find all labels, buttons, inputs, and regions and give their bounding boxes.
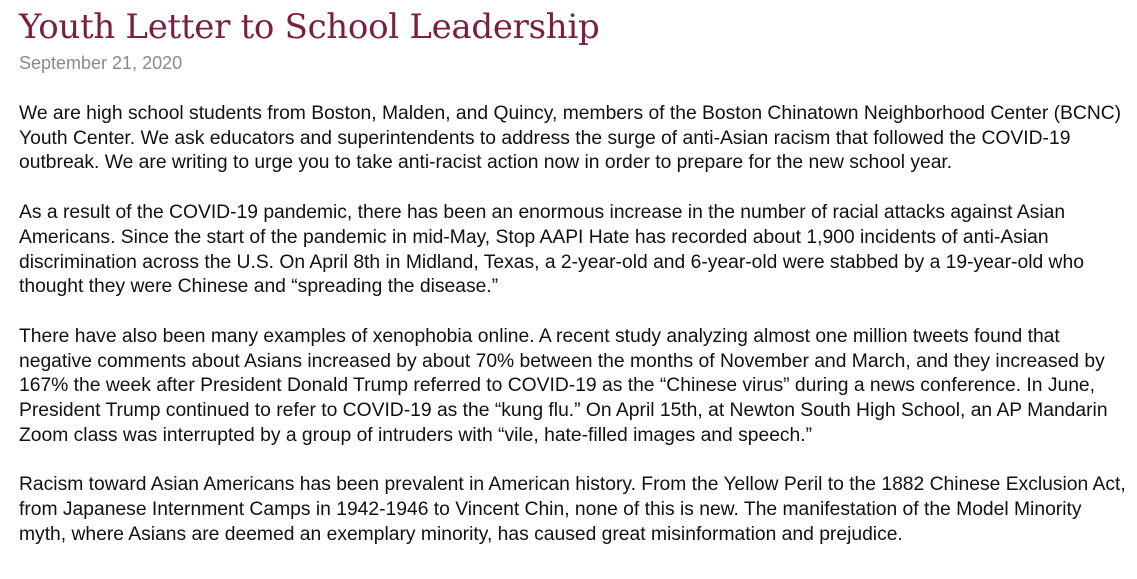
article-body [19,102,1131,548]
article [19,0,1131,573]
paragraph-3: There have also been many examples of xenophobia online. A recent study analyzing almost one million tweets found that negative comments about Asians increased by about 70% between the months of November and March, and they increased by 167% the week after President Donald Trump referred to COVID-19 as the “Chinese virus” during a news conference. In June, President Trump continued to refer to COVID-19 as the “kung flu.” On April 15th, at Newton South High School, an AP Mandarin Zoom class was interrupted by a group of intruders with “vile, hate-filled images and speech.” [19,325,1108,446]
paragraph-4: Racism toward Asian Americans has been prevalent in American history. From the Yellow Peril to the 1882 Chinese Exclusion Act, from Japanese Internment Camps in 1942-1946 to Vincent Chin, none of this is new. The manifestation of the Model Minority myth, where Asians are deemed an exemplary minority, has caused great misinformation and prejudice. [19,474,1126,545]
paragraph-2: As a result of the COVID-19 pandemic, there has been an enormous increase in the number of racial attacks against Asian Americans. Since the start of the pandemic in mid-May, Stop AAPI Hate has recorded about 1,900 incidents of anti-Asian discrimination across the U.S. On April 8th in Midland, Texas, a 2-year-old and 6-year-old were stabbed by a 19-year-old who thought they were Chinese and “spreading the disease.” [19,202,1084,298]
publish-date: September 21, 2020 [19,53,183,73]
page-title: Youth Letter to School Leadership [19,7,600,47]
paragraph-1: We are high school students from Boston, Malden, and Quincy, members of the Boston Chinatown Neighborhood Center (BCNC) Youth Center. We ask educators and superintendents to address the surge of anti-Asian racism that followed the COVID-19 outbreak. We are writing to urge you to take anti-racist action now in order to prepare for the new school year. [19,103,1122,174]
